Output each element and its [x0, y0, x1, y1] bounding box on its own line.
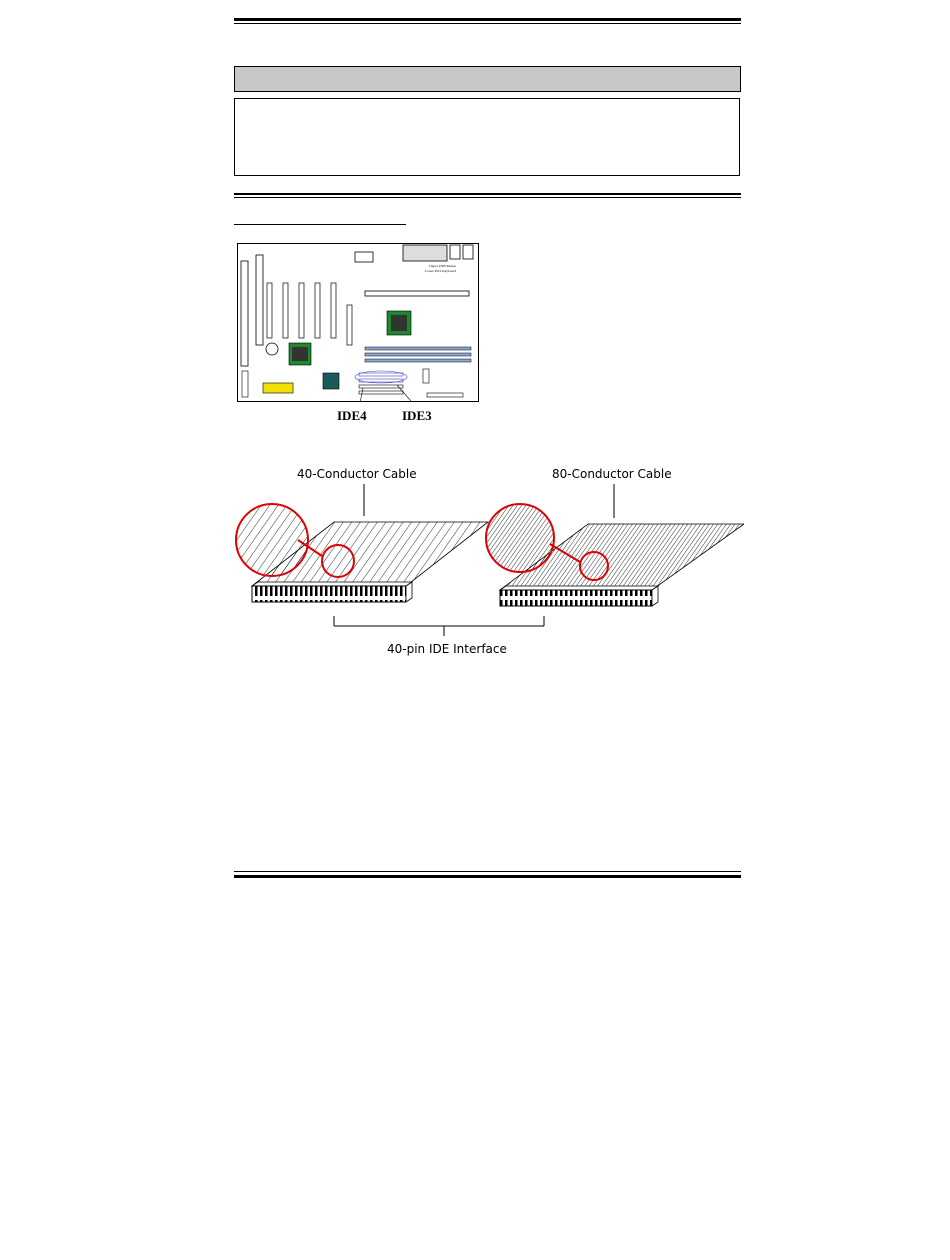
eighty-conductor-caption: 80-Conductor Cable: [552, 467, 672, 481]
subsection-underline: [234, 224, 406, 225]
bottom-rule-thick: [234, 875, 741, 878]
section-rule-thin: [234, 197, 741, 198]
top-rule-thick: [234, 18, 741, 21]
motherboard-layout-diagram: [237, 243, 479, 402]
note-box: [234, 98, 740, 176]
usb-mouse-note: Upper USB Mouse: [429, 264, 456, 268]
section-header-bar: [234, 66, 741, 92]
top-rule-thin: [234, 23, 741, 24]
forty-conductor-caption: 40-Conductor Cable: [297, 467, 417, 481]
bottom-rule-thin: [234, 871, 741, 872]
ide-interface-caption: 40-pin IDE Interface: [387, 642, 507, 656]
ps2-keyboard-note: Lower PS/2 Keyboard: [424, 269, 456, 273]
ide3-label: IDE3: [402, 408, 432, 423]
ide-cable-illustration: [234, 458, 744, 663]
section-rule-thick: [234, 193, 741, 195]
ide4-label: IDE4: [337, 408, 367, 423]
